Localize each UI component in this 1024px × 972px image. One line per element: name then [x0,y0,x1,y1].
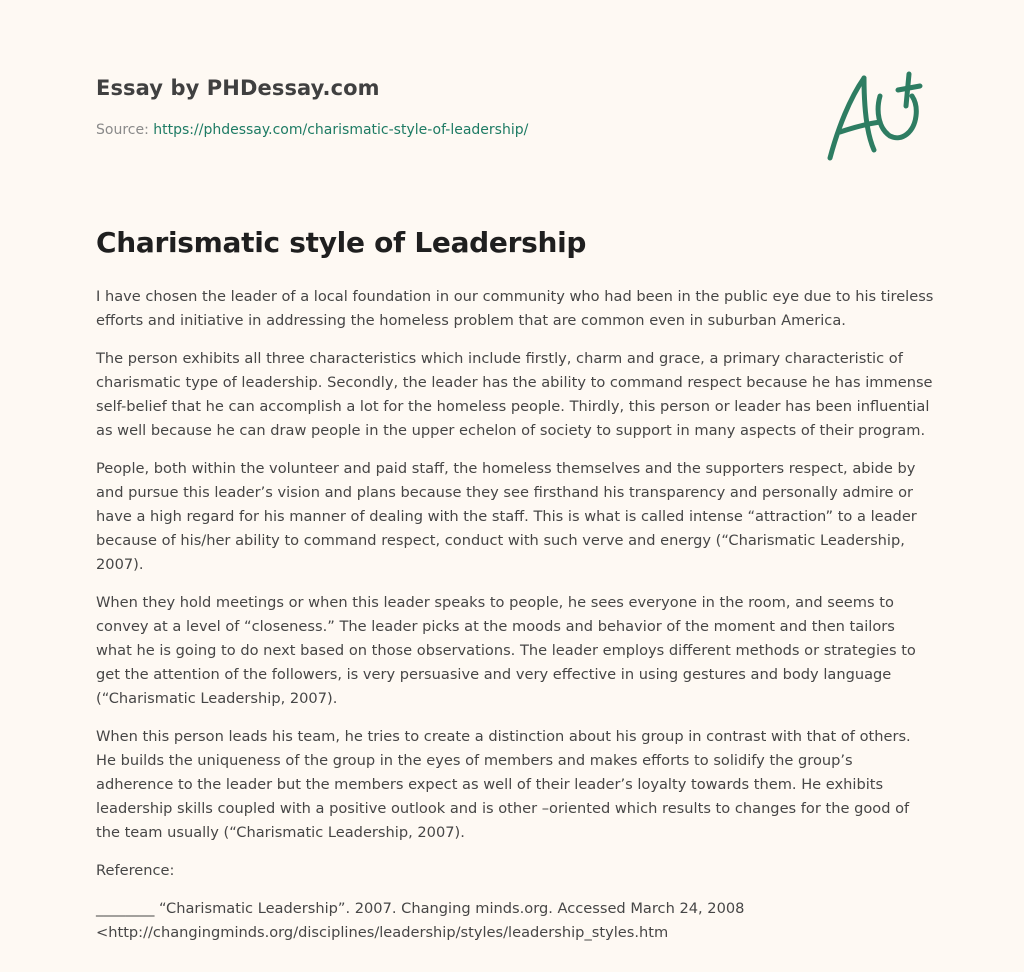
essay-paragraph: The person exhibits all three characteristics which include firstly, charm and grace, a primary characteristic of charismatic type of leadership. Secondly, the leader has the ability to command respect because he has immense self-belief that he can accomplish a lot for the homeless people. Thirdly, this person or leader has been influential as well because he can draw people in the upper echelon of society to support in many aspects of their program. [96,350,933,439]
reference-heading: Reference: [96,862,175,879]
source-line [96,122,796,138]
essay-paragraph: I have chosen the leader of a local foundation in our community who had been in the public eye due to his tireless efforts and initiative in addressing the homeless problem that are common even in suburban America. [96,288,934,329]
reference-entry: ________ “Charismatic Leadership”. 2007. Changing minds.org. Accessed March 24, 2008 [96,900,745,917]
reference-url: <http://changingminds.org/disciplines/leadership/styles/leadership_styles.htm [96,924,669,941]
source-link[interactable]: https://phdessay.com/charismatic-style-of-leadership/ [153,122,529,138]
essay-paragraph: When they hold meetings or when this leader speaks to people, he sees everyone in the room, and seems to convey at a level of “closeness.” The leader picks at the moods and behavior of the moment and then tailors what he is going to do next based on those observations. The leader employs different methods or strategies to get the attention of the followers, is very persuasive and very effective in using gestures and body language (“Charismatic Leadership, 2007). [96,594,916,707]
essay-title: Charismatic style of Leadership [96,226,587,259]
essay-paragraph: People, both within the volunteer and paid staff, the homeless themselves and the supporters respect, abide by and pursue this leader’s vision and plans because they see firsthand his transparency and personally admire or have a high regard for his manner of dealing with the staff. This is what is called intense “attraction” to a leader because of his/her ability to command respect, conduct with such verve and energy (“Charismatic Leadership, 2007). [96,460,917,573]
a-plus-logo-icon [820,66,930,166]
essay-header [96,76,796,138]
essay-body [96,285,934,945]
source-label: Source: [96,122,154,138]
essay-paragraph: When this person leads his team, he tries to create a distinction about his group in contrast with that of others. He builds the uniqueness of the group in the eyes of members and makes efforts to solidify the group’s adherence to the leader but the members expect as well of their leader’s loyalty towards them. He exhibits leadership skills coupled with a positive outlook and is other –oriented which results to changes for the good of the team usually (“Charismatic Leadership, 2007). [96,728,911,841]
brand-title: Essay by PHDessay.com [96,76,380,100]
